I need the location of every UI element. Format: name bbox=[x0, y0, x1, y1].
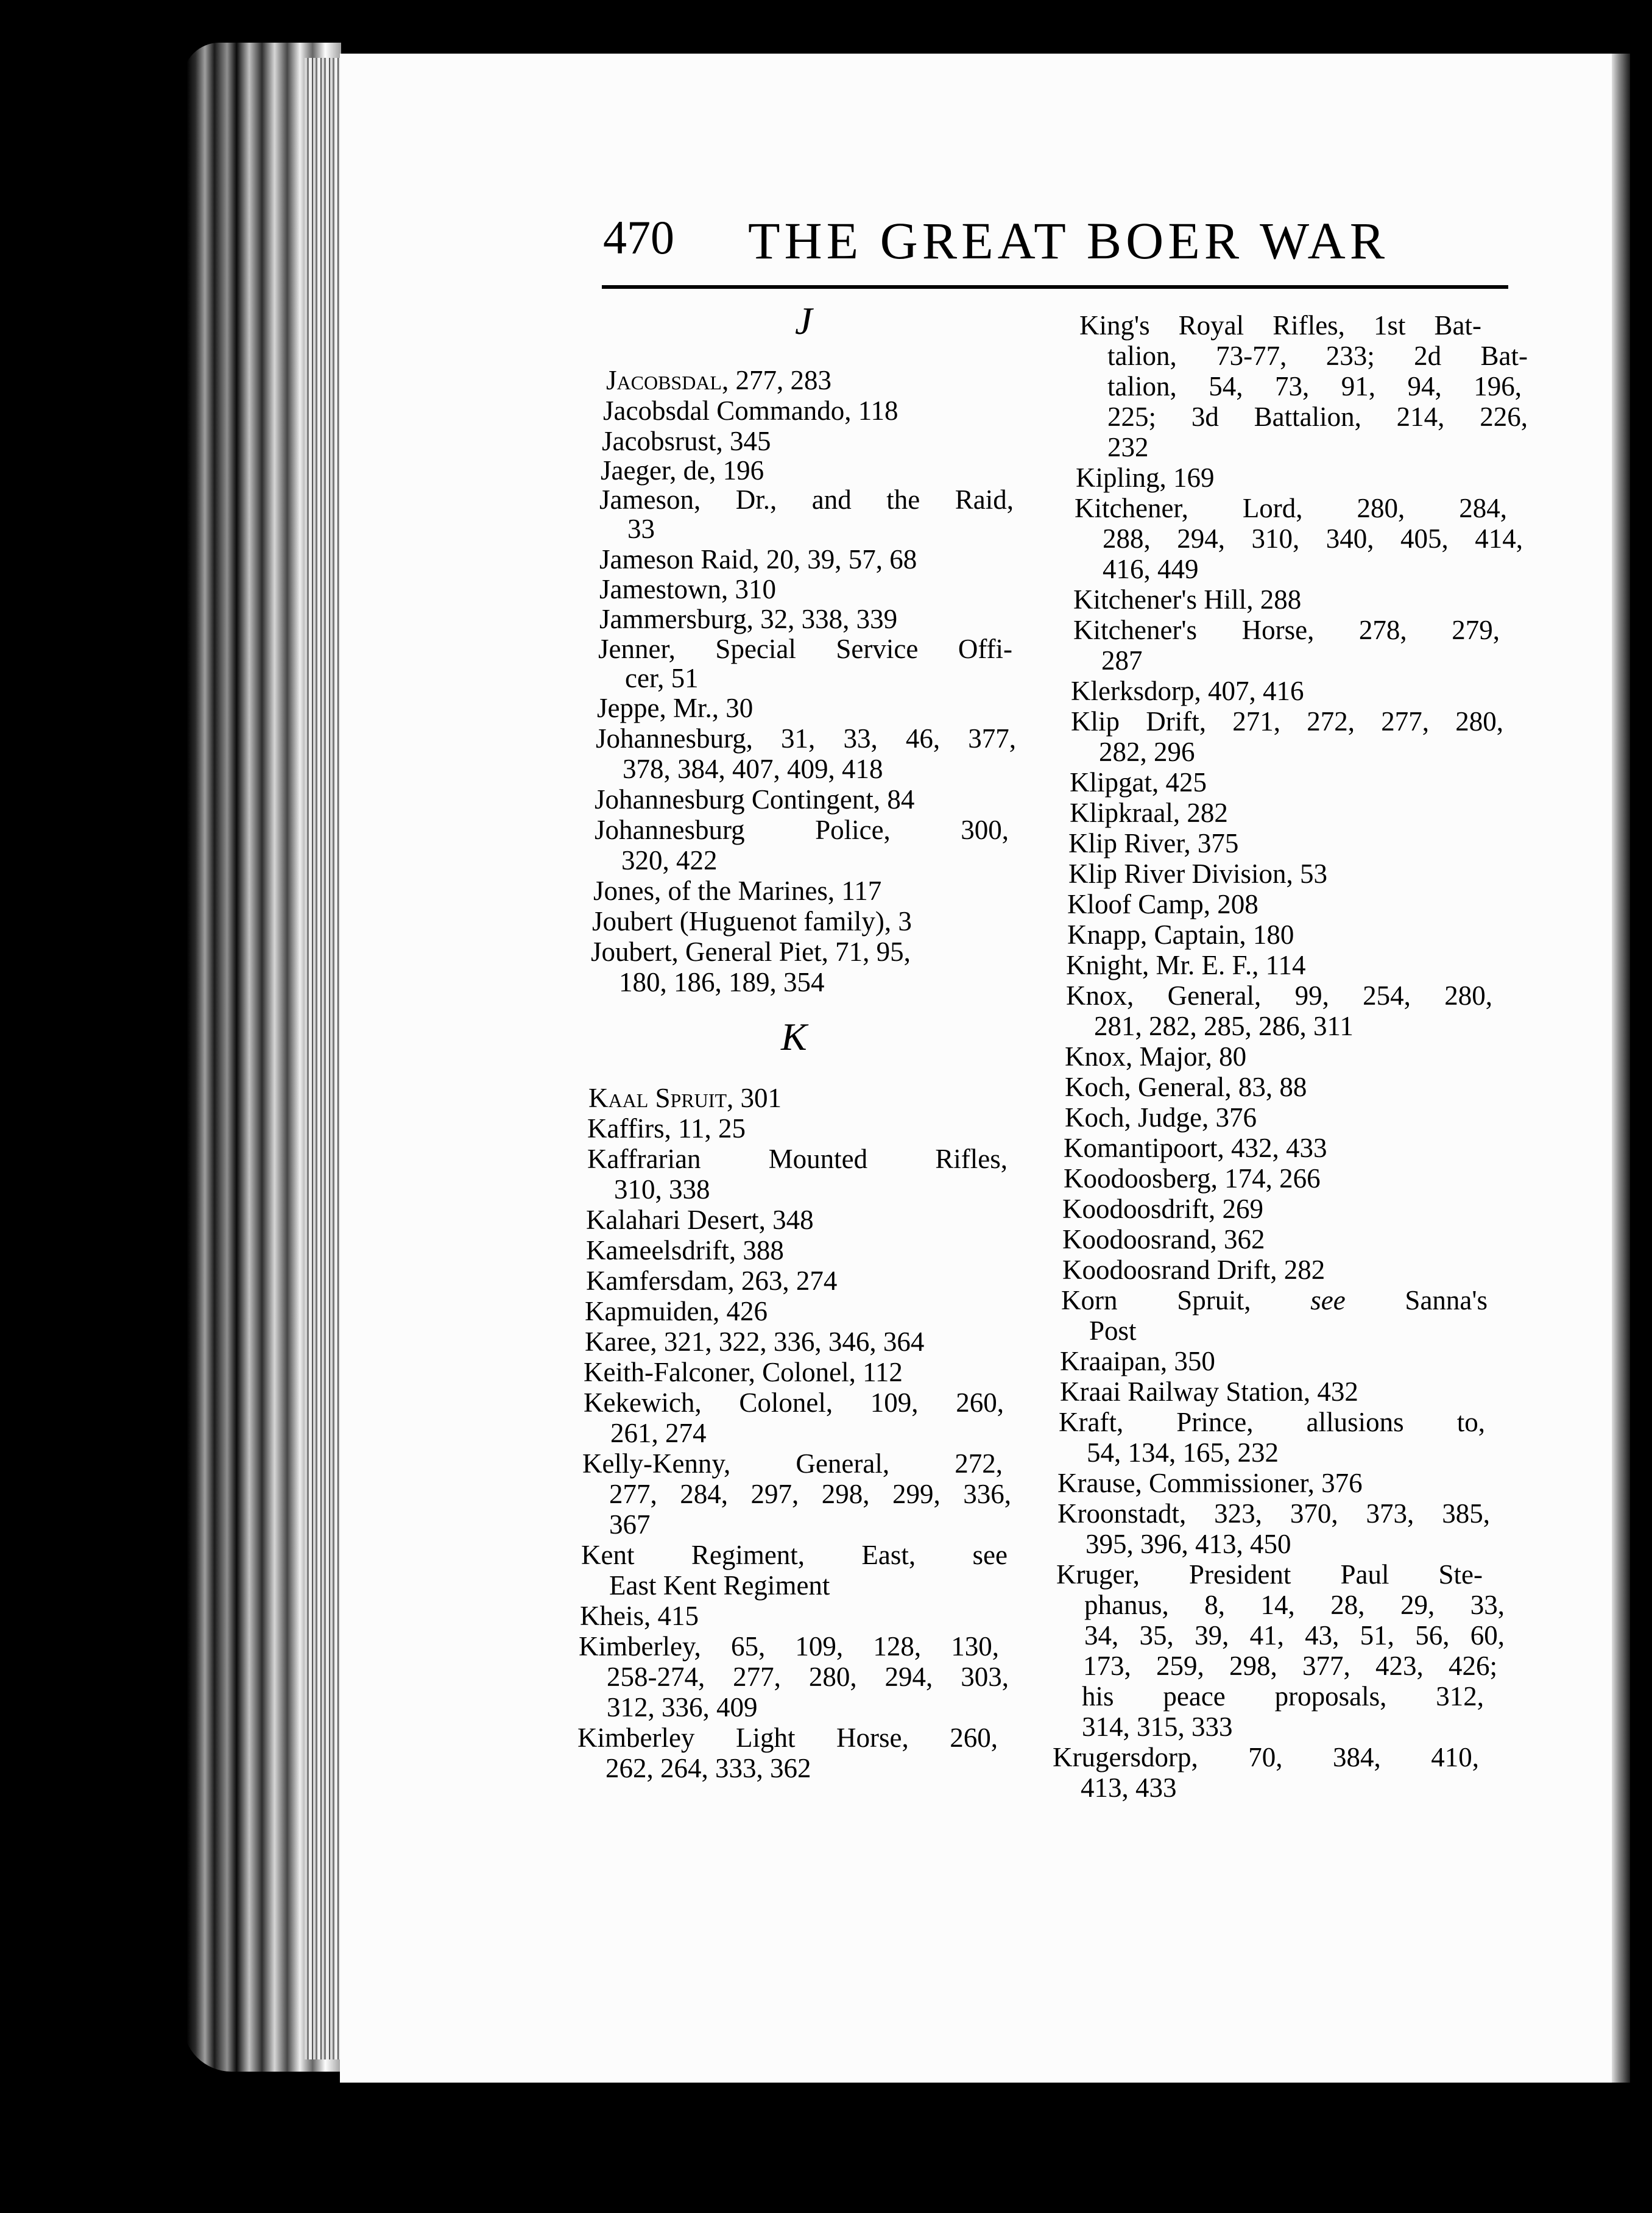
right-index-line-17: Klipkraal, 282 bbox=[1070, 798, 1228, 828]
right-index-line-45: 173, 259, 298, 377, 423, 426; bbox=[1083, 1651, 1497, 1681]
header-rule bbox=[602, 285, 1508, 289]
left-index-line-11: cer, 51 bbox=[625, 663, 699, 693]
left-index-line-3: Jacobsrust, 345 bbox=[602, 426, 771, 456]
right-index-line-44: 34, 35, 39, 41, 43, 51, 56, 60, bbox=[1084, 1620, 1505, 1651]
right-index-line-4: 225; 3d Battalion, 214, 226, bbox=[1107, 402, 1528, 432]
left-index-line-34: Kelly-Kenny, General, 272, bbox=[582, 1448, 1003, 1479]
left-index-line-19: Joubert (Huguenot family), 3 bbox=[592, 906, 912, 937]
right-index-line-23: Knox, General, 99, 254, 280, bbox=[1066, 980, 1492, 1011]
right-index-line-8: 288, 294, 310, 340, 405, 414, bbox=[1103, 523, 1523, 554]
left-index-line-20: Joubert, General Piet, 71, 95, bbox=[591, 937, 911, 967]
left-index-line-13: Johannesburg, 31, 33, 46, 377, bbox=[596, 723, 1016, 754]
left-index-line-35: 277, 284, 297, 298, 299, 336, bbox=[609, 1479, 1011, 1509]
left-index-line-17: 320, 422 bbox=[621, 845, 718, 876]
right-index-line-38: 54, 134, 165, 232 bbox=[1087, 1437, 1279, 1468]
right-index-line-11: Kitchener's Horse, 278, 279, bbox=[1073, 615, 1500, 645]
right-index-line-21: Knapp, Captain, 180 bbox=[1067, 919, 1294, 950]
right-index-line-48: Krugersdorp, 70, 384, 410, bbox=[1053, 1742, 1479, 1772]
left-index-line-23: Kaffirs, 11, 25 bbox=[587, 1113, 746, 1144]
left-index-line-32: Kekewich, Colonel, 109, 260, bbox=[584, 1387, 1004, 1418]
left-index-line-38: East Kent Regiment bbox=[609, 1570, 830, 1601]
right-index-line-5: 232 bbox=[1107, 432, 1149, 462]
right-index-line-26: Koch, General, 83, 88 bbox=[1065, 1072, 1307, 1102]
right-index-line-12: 287 bbox=[1101, 645, 1143, 676]
left-index-line-25: 310, 338 bbox=[614, 1174, 710, 1205]
left-index-line-44: 262, 264, 333, 362 bbox=[605, 1753, 811, 1783]
right-index-line-24: 281, 282, 285, 286, 311 bbox=[1094, 1011, 1354, 1041]
page-right-edge bbox=[1612, 54, 1630, 2083]
right-index-line-37: Kraft, Prince, allusions to, bbox=[1059, 1407, 1485, 1437]
right-index-line-36: Kraai Railway Station, 432 bbox=[1060, 1376, 1358, 1407]
left-index-line-36: 367 bbox=[609, 1509, 651, 1540]
left-index-line-37: Kent Regiment, East, see bbox=[581, 1540, 1008, 1570]
right-index-line-13: Klerksdorp, 407, 416 bbox=[1071, 676, 1304, 706]
left-index-line-7: Jameson Raid, 20, 39, 57, 68 bbox=[599, 544, 917, 575]
left-index-line-39: Kheis, 415 bbox=[580, 1601, 699, 1631]
left-index-line-41: 258-274, 277, 280, 294, 303, bbox=[607, 1662, 1009, 1692]
right-index-line-49: 413, 433 bbox=[1081, 1772, 1177, 1803]
left-index-line-6: 33 bbox=[627, 514, 655, 544]
left-index-line-28: Kamfersdam, 263, 274 bbox=[586, 1266, 838, 1296]
left-index-line-10: Jenner, Special Service Offi- bbox=[598, 634, 1012, 664]
left-index-line-5: Jameson, Dr., and the Raid, bbox=[599, 484, 1014, 515]
right-index-line-34: Post bbox=[1089, 1315, 1137, 1346]
right-index-line-2: talion, 73-77, 233; 2d Bat- bbox=[1107, 341, 1528, 371]
left-index-line-29: Kapmuiden, 426 bbox=[585, 1296, 768, 1326]
left-index-line-30: Karee, 321, 322, 336, 346, 364 bbox=[585, 1326, 925, 1357]
right-index-line-7: Kitchener, Lord, 280, 284, bbox=[1075, 493, 1507, 523]
right-index-line-29: Koodoosberg, 174, 266 bbox=[1064, 1163, 1321, 1194]
right-index-line-18: Klip River, 375 bbox=[1068, 828, 1239, 859]
left-index-line-8: Jamestown, 310 bbox=[599, 574, 776, 604]
left-index-line-21: 180, 186, 189, 354 bbox=[619, 967, 825, 997]
left-index-line-18: Jones, of the Marines, 117 bbox=[593, 876, 882, 906]
right-index-line-10: Kitchener's Hill, 288 bbox=[1073, 584, 1302, 615]
left-index-line-4: Jaeger, de, 196 bbox=[601, 455, 764, 486]
right-index-line-27: Koch, Judge, 376 bbox=[1065, 1102, 1257, 1133]
right-index-line-9: 416, 449 bbox=[1103, 554, 1199, 584]
right-index-line-30: Koodoosdrift, 269 bbox=[1062, 1194, 1263, 1224]
section-heading-k: K bbox=[781, 1015, 807, 1058]
right-index-line-46: his peace proposals, 312, bbox=[1082, 1681, 1484, 1712]
right-index-line-22: Knight, Mr. E. F., 114 bbox=[1066, 950, 1306, 980]
page-number: 470 bbox=[603, 211, 674, 264]
left-index-line-14: 378, 384, 407, 409, 418 bbox=[623, 754, 883, 784]
right-index-line-40: Kroonstadt, 323, 370, 373, 385, bbox=[1057, 1498, 1490, 1529]
left-index-line-12: Jeppe, Mr., 30 bbox=[597, 693, 754, 723]
right-index-line-33: Korn Spruit, see Sanna's bbox=[1061, 1285, 1488, 1315]
left-index-line-22: Kaal Spruit, 301 bbox=[588, 1083, 782, 1113]
right-index-line-32: Koodoosrand Drift, 282 bbox=[1062, 1255, 1325, 1285]
right-index-line-42: Kruger, President Paul Ste- bbox=[1056, 1559, 1483, 1590]
left-index-line-31: Keith-Falconer, Colonel, 112 bbox=[584, 1357, 903, 1387]
left-index-line-2: Jacobsdal Commando, 118 bbox=[603, 395, 898, 426]
right-index-line-41: 395, 396, 413, 450 bbox=[1085, 1529, 1291, 1559]
right-index-line-43: phanus, 8, 14, 28, 29, 33, bbox=[1084, 1590, 1505, 1620]
right-index-line-20: Kloof Camp, 208 bbox=[1067, 889, 1258, 919]
page-gutter-strip bbox=[305, 58, 341, 2059]
right-index-line-1: King's Royal Rifles, 1st Bat- bbox=[1079, 310, 1481, 341]
right-index-line-25: Knox, Major, 80 bbox=[1065, 1041, 1247, 1072]
right-index-line-39: Krause, Commissioner, 376 bbox=[1057, 1468, 1363, 1498]
left-index-line-9: Jammersburg, 32, 338, 339 bbox=[599, 604, 898, 634]
left-index-line-43: Kimberley Light Horse, 260, bbox=[577, 1723, 998, 1753]
left-index-line-42: 312, 336, 409 bbox=[607, 1692, 758, 1723]
right-index-line-19: Klip River Division, 53 bbox=[1068, 859, 1327, 889]
right-index-line-31: Koodoosrand, 362 bbox=[1062, 1224, 1265, 1255]
right-index-line-14: Klip Drift, 271, 272, 277, 280, bbox=[1071, 706, 1503, 737]
running-head: THE GREAT BOER WAR bbox=[748, 211, 1389, 270]
right-index-line-28: Komantipoort, 432, 433 bbox=[1064, 1133, 1327, 1163]
left-index-line-40: Kimberley, 65, 109, 128, 130, bbox=[579, 1631, 999, 1662]
left-index-line-15: Johannesburg Contingent, 84 bbox=[595, 784, 915, 815]
right-index-line-15: 282, 296 bbox=[1099, 737, 1195, 767]
right-index-line-6: Kipling, 169 bbox=[1076, 462, 1215, 493]
left-index-line-27: Kameelsdrift, 388 bbox=[586, 1235, 784, 1266]
right-index-line-16: Klipgat, 425 bbox=[1070, 767, 1207, 798]
right-index-line-3: talion, 54, 73, 91, 94, 196, bbox=[1107, 371, 1522, 402]
left-index-line-26: Kalahari Desert, 348 bbox=[586, 1205, 814, 1235]
section-heading-j: J bbox=[795, 299, 813, 342]
left-index-line-24: Kaffrarian Mounted Rifles, bbox=[587, 1144, 1008, 1174]
right-index-line-35: Kraaipan, 350 bbox=[1060, 1346, 1215, 1376]
left-index-line-16: Johannesburg Police, 300, bbox=[595, 815, 1009, 845]
left-index-line-33: 261, 274 bbox=[610, 1418, 707, 1448]
right-index-line-47: 314, 315, 333 bbox=[1082, 1712, 1233, 1742]
left-index-line-1: Jacobsdal, 277, 283 bbox=[606, 365, 831, 395]
